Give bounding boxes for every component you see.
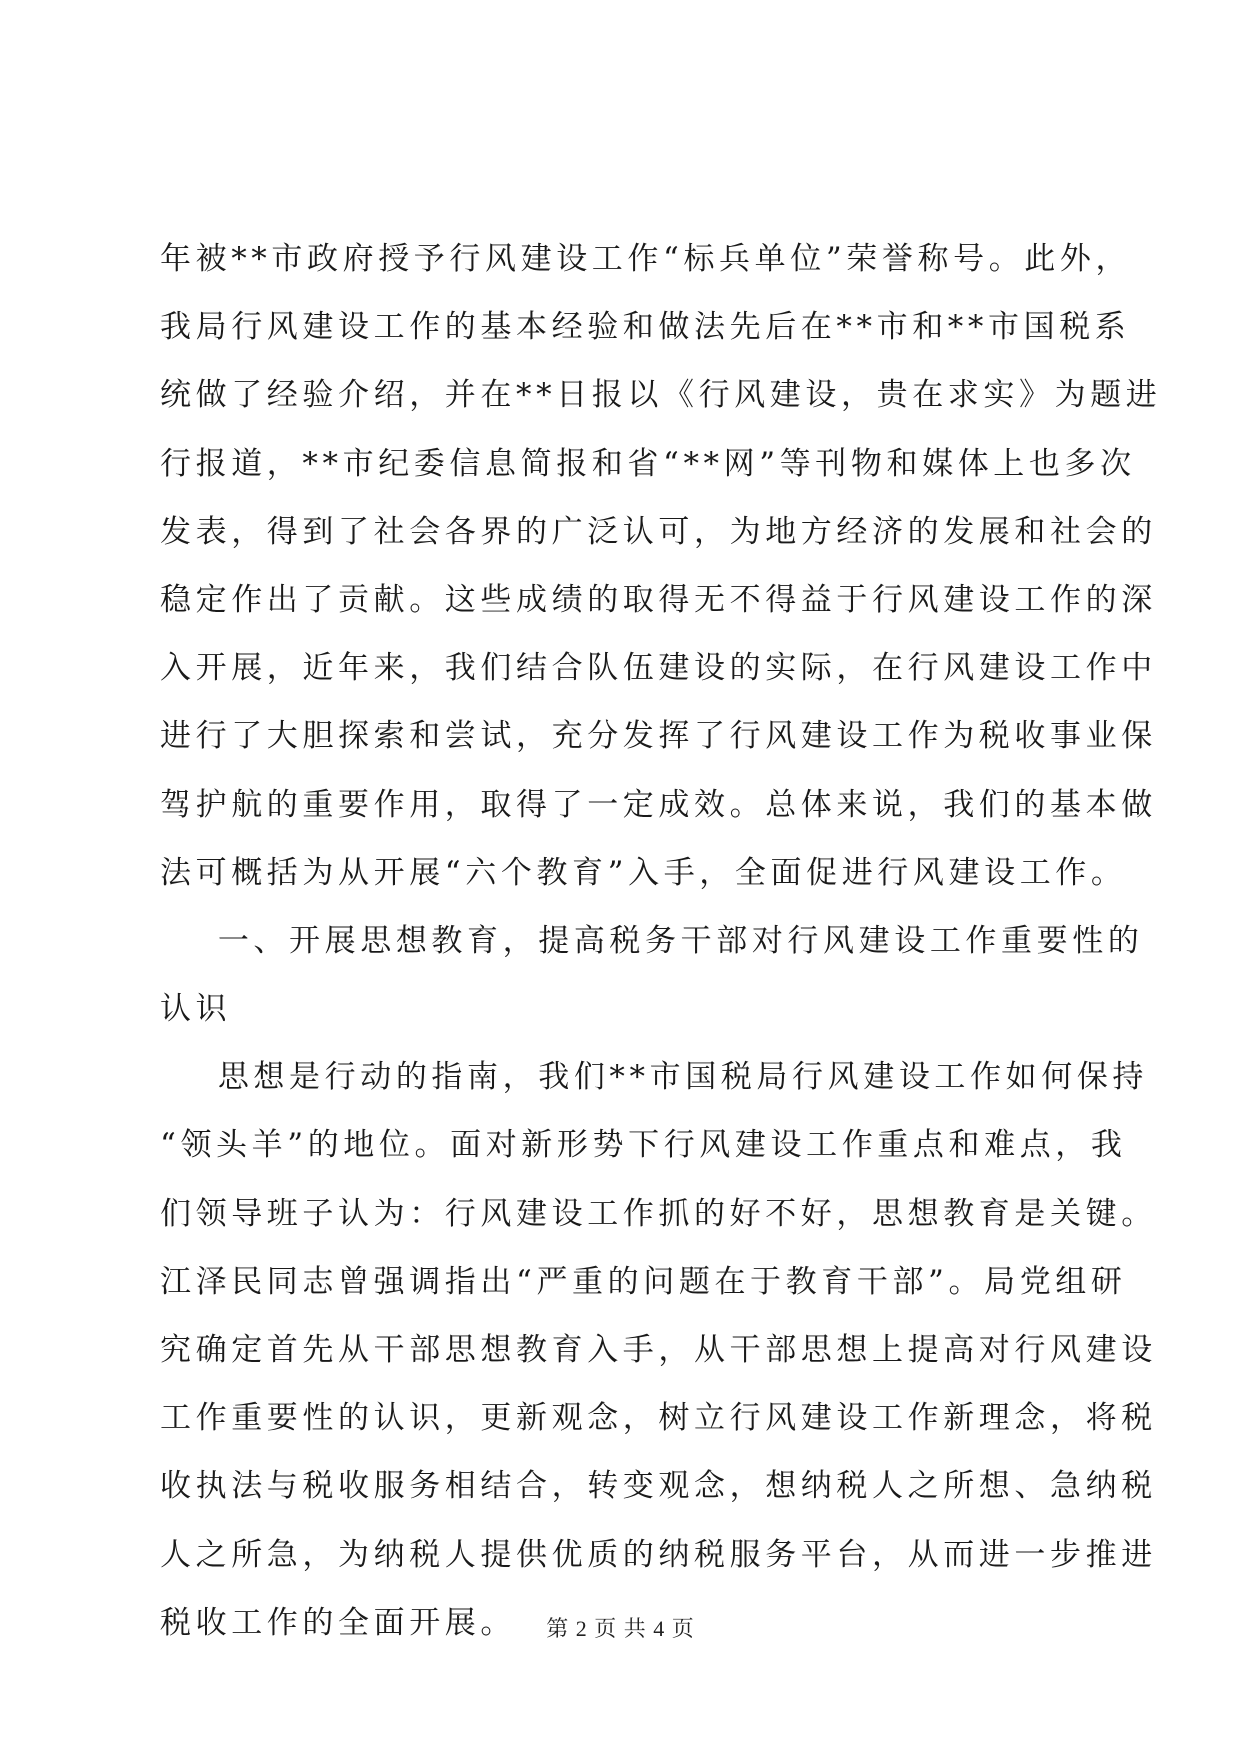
text-line: 发表，得到了社会各界的广泛认可，为地方经济的发展和社会的 xyxy=(160,513,1157,550)
section-heading-line: 一、开展思想教育，提高税务干部对行风建设工作重要性的 xyxy=(160,922,1144,959)
text-line: 行报道，**市纪委信息简报和省“**网”等刊物和媒体上也多次 xyxy=(160,445,1136,482)
text-line: 法可概括为从开展“六个教育”入手，全面促进行风建设工作。 xyxy=(160,854,1127,891)
text-line: 统做了经验介绍，并在**日报以《行风建设，贵在求实》为题进 xyxy=(160,377,1162,414)
text-line: 驾护航的重要作用，取得了一定成效。总体来说，我们的基本做 xyxy=(160,786,1157,823)
section-heading-line: 认识 xyxy=(160,991,232,1028)
text-line: 稳定作出了贡献。这些成绩的取得无不得益于行风建设工作的深 xyxy=(160,581,1157,618)
text-line: 思想是行动的指南，我们**市国税局行风建设工作如何保持 xyxy=(160,1059,1149,1096)
text-line: 工作重要性的认识，更新观念，树立行风建设工作新理念，将税 xyxy=(160,1400,1157,1437)
text-line: 究确定首先从干部思想教育入手，从干部思想上提高对行风建设 xyxy=(160,1332,1157,1368)
text-line: 年被**市政府授予行风建设工作“标兵单位”荣誉称号。此外， xyxy=(160,241,1132,277)
text-line: 江泽民同志曾强调指出“严重的问题在于教育干部”。局党组研 xyxy=(160,1263,1127,1300)
page-footer: 第 2 页 共 4 页 xyxy=(546,1616,695,1641)
text-line: 我局行风建设工作的基本经验和做法先后在**市和**市国税系 xyxy=(160,309,1131,346)
text-line: 入开展，近年来，我们结合队伍建设的实际，在行风建设工作中 xyxy=(160,650,1157,687)
text-line: “领头羊”的地位。面对新形势下行风建设工作重点和难点，我 xyxy=(160,1127,1127,1164)
body-text xyxy=(160,225,1162,1657)
text-line: 税收工作的全面开展。 xyxy=(160,1604,516,1641)
text-line: 进行了大胆探索和尝试，充分发挥了行风建设工作为税收事业保 xyxy=(160,718,1157,755)
text-line: 人之所急，为纳税人提供优质的纳税服务平台，从而进一步推进 xyxy=(160,1536,1157,1573)
text-line: 们领导班子认为：行风建设工作抓的好不好，思想教育是关键。 xyxy=(160,1195,1157,1232)
text-line: 收执法与税收服务相结合，转变观念，想纳税人之所想、急纳税 xyxy=(160,1468,1157,1505)
